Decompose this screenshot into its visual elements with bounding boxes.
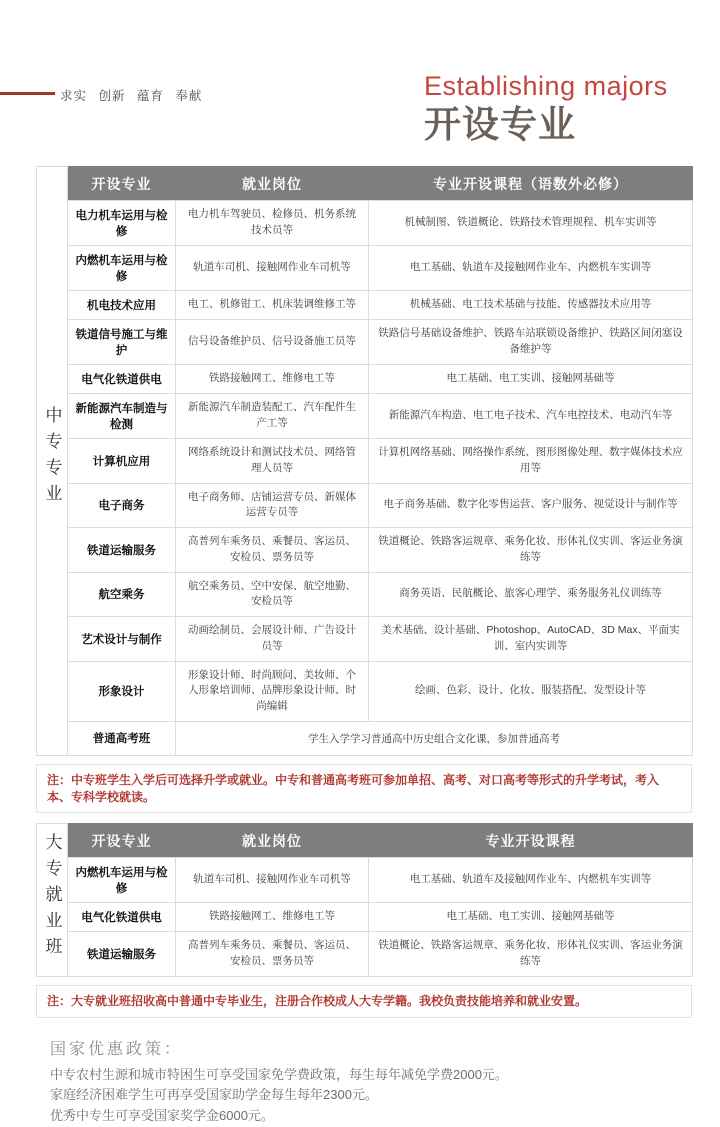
major-cell: 铁道运输服务 — [68, 528, 176, 573]
table-row — [37, 903, 693, 932]
major-cell: 内燃机车运用与检修 — [68, 858, 176, 903]
major-cell: 内燃机车运用与检修 — [68, 246, 176, 291]
table-row — [37, 365, 693, 394]
jobs-cell: 形象设计师、时尚顾问、美妆师、个人形象培训师、品牌形象设计师、时尚编辑 — [176, 661, 369, 721]
jobs-cell: 网络系统设计和测试技术员、网络管理人员等 — [176, 439, 369, 484]
table-row — [37, 394, 693, 439]
accent-line — [0, 92, 55, 95]
table-row — [37, 201, 693, 246]
major-cell: 电气化铁道供电 — [68, 903, 176, 932]
courses-cell: 电子商务基础、数字化零售运营、客户服务、视觉设计与制作等 — [369, 483, 693, 528]
jobs-cell: 新能源汽车制造装配工、汽车配件生产工等 — [176, 394, 369, 439]
courses-cell: 铁道概论、铁路客运规章、乘务化妆、形体礼仪实训、客运业务演练等 — [369, 932, 693, 977]
table-row — [37, 932, 693, 977]
table-row — [37, 858, 693, 903]
zhongzhuan-note: 注：中专班学生入学后可选择升学或就业。中专和普通高考班可参加单招、高考、对口高考等形式的升学考试，考入本、专科学校就读。 — [36, 764, 692, 814]
policy-title: 国家优惠政策： — [50, 1040, 184, 1058]
table-row — [37, 291, 693, 320]
table-header-row — [37, 167, 693, 201]
jobs-cell: 铁路接触网工、维修电工等 — [176, 903, 369, 932]
courses-cell: 商务英语、民航概论、旅客心理学、乘务服务礼仪训练等 — [369, 572, 693, 617]
jobs-cell: 动画绘制员、会展设计师、广告设计员等 — [176, 617, 369, 662]
major-cell: 航空乘务 — [68, 572, 176, 617]
section-gap — [0, 813, 720, 823]
jobs-cell: 航空乘务员、空中安保、航空地勤、安检员等 — [176, 572, 369, 617]
side-label: 大专就业班 — [42, 832, 62, 963]
column-header-jobs: 就业岗位 — [176, 167, 369, 201]
national-policy-section — [50, 1036, 720, 1127]
jobs-cell: 轨道车司机、接触网作业车司机等 — [176, 246, 369, 291]
side-label: 中专专业 — [42, 406, 62, 511]
courses-cell: 计算机网络基础、网络操作系统、图形图像处理、数字媒体技术应用等 — [369, 439, 693, 484]
courses-cell: 铁道概论、铁路客运规章、乘务化妆、形体礼仪实训、客运业务演练等 — [369, 528, 693, 573]
jobs-cell: 信号设备维护员、信号设备施工员等 — [176, 320, 369, 365]
zhongzhuan-section — [36, 166, 692, 813]
column-header-jobs: 就业岗位 — [176, 824, 369, 858]
jobs-cell: 铁路接触网工、维修电工等 — [176, 365, 369, 394]
table-row — [37, 320, 693, 365]
table-row — [37, 572, 693, 617]
major-cell: 电气化铁道供电 — [68, 365, 176, 394]
table-row — [37, 661, 693, 721]
courses-cell: 新能源汽车构造、电工电子技术、汽车电控技术、电动汽车等 — [369, 394, 693, 439]
courses-cell: 电工基础、电工实训、接触网基础等 — [369, 365, 693, 394]
courses-cell: 美术基础、设计基础、Photoshop、AutoCAD、3D Max、平面实训、室内实训等 — [369, 617, 693, 662]
jobs-cell: 电力机车驾驶员、检修员、机务系统技术员等 — [176, 201, 369, 246]
column-header-courses: 专业开设课程（语数外必修） — [369, 167, 693, 201]
jobs-cell: 高普列车乘务员、乘餐员、客运员、安检员、票务员等 — [176, 528, 369, 573]
major-cell: 艺术设计与制作 — [68, 617, 176, 662]
major-cell: 新能源汽车制造与检测 — [68, 394, 176, 439]
merged-content-cell: 学生入学学习普通高中历史组合文化课，参加普通高考 — [176, 721, 693, 755]
table-row — [37, 528, 693, 573]
courses-cell: 电工基础、轨道车及接触网作业车、内燃机车实训等 — [369, 858, 693, 903]
column-header-major: 开设专业 — [68, 167, 176, 201]
major-cell: 铁道信号施工与维护 — [68, 320, 176, 365]
title-block — [424, 72, 668, 145]
courses-cell: 绘画、色彩、设计、化妆、服装搭配、发型设计等 — [369, 661, 693, 721]
major-cell: 机电技术应用 — [68, 291, 176, 320]
table-header-row — [37, 824, 693, 858]
school-motto: 求实 创新 蕴育 奉献 — [60, 89, 203, 103]
column-header-major: 开设专业 — [68, 824, 176, 858]
major-cell: 电力机车运用与检修 — [68, 201, 176, 246]
policy-line: 家庭经济困难学生可再享受国家助学金每生每年2300元。 — [50, 1087, 378, 1103]
courses-cell: 电工基础、轨道车及接触网作业车、内燃机车实训等 — [369, 246, 693, 291]
jobs-cell: 电工、机修钳工、机床装调维修工等 — [176, 291, 369, 320]
zhongzhuan-majors-table — [36, 166, 693, 756]
jobs-cell: 高普列车乘务员、乘餐员、客运员、安检员、票务员等 — [176, 932, 369, 977]
column-header-courses: 专业开设课程 — [369, 824, 693, 858]
table-row — [37, 483, 693, 528]
courses-cell: 机械基础、电工技术基础与技能、传感器技术应用等 — [369, 291, 693, 320]
courses-cell: 机械制图、铁道概论、铁路技术管理规程、机车实训等 — [369, 201, 693, 246]
table-row-merged — [37, 721, 693, 755]
jobs-cell: 电子商务师、店铺运营专员、新媒体运营专员等 — [176, 483, 369, 528]
major-cell: 普通高考班 — [68, 721, 176, 755]
page-header — [0, 0, 720, 166]
major-cell: 电子商务 — [68, 483, 176, 528]
jobs-cell: 轨道车司机、接触网作业车司机等 — [176, 858, 369, 903]
page-title-en: Establishing majors — [424, 71, 668, 101]
major-cell: 形象设计 — [68, 661, 176, 721]
side-label-cell — [37, 167, 68, 756]
page-title-zh: 开设专业 — [424, 104, 576, 146]
dazhuan-section — [36, 823, 692, 1017]
major-cell: 铁道运输服务 — [68, 932, 176, 977]
policy-line: 优秀中专生可享受国家奖学金6000元。 — [50, 1108, 274, 1124]
courses-cell: 铁路信号基础设备维护、铁路车站联锁设备维护、铁路区间闭塞设备维护等 — [369, 320, 693, 365]
policy-line: 中专农村生源和城市特困生可享受国家免学费政策，每生每年减免学费2000元。 — [50, 1066, 508, 1082]
table-row — [37, 246, 693, 291]
side-label-cell — [37, 824, 68, 977]
courses-cell: 电工基础、电工实训、接触网基础等 — [369, 903, 693, 932]
table-row — [37, 439, 693, 484]
table-row — [37, 617, 693, 662]
major-cell: 计算机应用 — [68, 439, 176, 484]
dazhuan-majors-table — [36, 823, 693, 977]
dazhuan-note: 注：大专就业班招收高中普通中专毕业生，注册合作校成人大专学籍。我校负责技能培养和就业安置。 — [36, 985, 692, 1018]
